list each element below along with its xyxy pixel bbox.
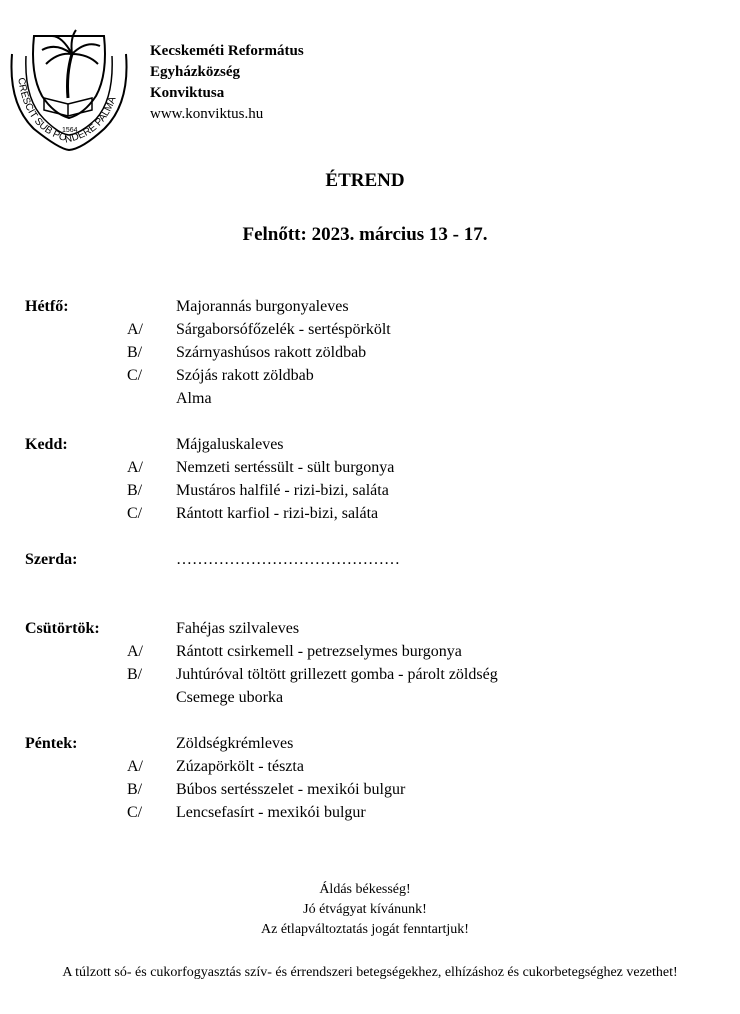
menu-row [0, 617, 740, 640]
weekly-menu [0, 295, 740, 847]
menu-row [0, 318, 740, 341]
dish-name: Májgaluskaleves [176, 436, 284, 453]
disclaimer-text: Az étlapváltoztatás jogát fenntartjuk! [261, 922, 469, 937]
website-link[interactable]: www.konviktus.hu [150, 106, 264, 122]
dish-name: Sárgaborsófőzelék - sertéspörkölt [176, 321, 391, 338]
dish-name: Szójás rakott zöldbab [176, 367, 314, 384]
option-label: C/ [127, 367, 143, 384]
dish-name: Alma [176, 390, 212, 407]
logo-year: 1564 [62, 127, 78, 134]
appetite-text: Jó étvágyat kívánunk! [303, 902, 427, 917]
menu-row [0, 801, 740, 824]
org-name-line3: Konviktusa [150, 85, 225, 101]
dish-name: Rántott csirkemell - petrezselymes burgonya [176, 643, 462, 660]
dish-name: Mustáros halfilé - rizi-bizi, saláta [176, 482, 389, 499]
day-thursday [0, 617, 740, 709]
option-label: B/ [127, 781, 143, 798]
dish-name: Rántott karfiol - rizi-bizi, saláta [176, 505, 379, 522]
option-label: B/ [127, 344, 143, 361]
menu-row [0, 686, 740, 709]
option-label: B/ [127, 482, 143, 499]
dish-name: Nemzeti sertéssült - sült burgonya [176, 459, 395, 476]
day-name: Szerda: [25, 551, 78, 568]
option-label: C/ [127, 505, 143, 522]
option-label: A/ [127, 643, 143, 660]
day-name: Hétfő: [25, 298, 69, 315]
org-name-line1: Kecskeméti Református [150, 43, 304, 59]
day-monday [0, 295, 740, 410]
konviktus-logo-icon [4, 14, 134, 154]
day-tuesday [0, 433, 740, 525]
menu-row [0, 663, 740, 686]
menu-row [0, 778, 740, 801]
menu-row [0, 364, 740, 387]
logo-motto: CRESCIT SUB PONDERE PALMA [15, 76, 119, 146]
menu-row [0, 732, 740, 755]
day-name: Csütörtök: [25, 620, 100, 637]
dish-name: Csemege uborka [176, 689, 284, 706]
day-name: Kedd: [25, 436, 68, 453]
option-label: A/ [127, 459, 143, 476]
option-label: C/ [127, 804, 143, 821]
footer-greetings [0, 880, 730, 940]
organization-block [150, 41, 304, 125]
dish-name: Szárnyashúsos rakott zöldbab [176, 344, 367, 361]
menu-date-range: Felnőtt: 2023. március 13 - 17. [242, 224, 488, 245]
option-label: A/ [127, 321, 143, 338]
dish-name: Zöldségkrémleves [176, 735, 294, 752]
day-wednesday [0, 548, 740, 571]
menu-row [0, 479, 740, 502]
menu-row [0, 502, 740, 525]
dish-name: Búbos sertésszelet - mexikói bulgur [176, 781, 406, 798]
dish-name: Majorannás burgonyaleves [176, 298, 349, 315]
day-friday [0, 732, 740, 824]
menu-row [0, 433, 740, 456]
menu-row [0, 755, 740, 778]
dish-name: Zúzapörkölt - tészta [176, 758, 304, 775]
menu-row [0, 295, 740, 318]
menu-row [0, 548, 740, 571]
menu-row [0, 387, 740, 410]
option-label: A/ [127, 758, 143, 775]
day-name: Péntek: [25, 735, 78, 752]
menu-row [0, 341, 740, 364]
health-warning: A túlzott só- és cukorfogyasztás szív- és érrendszeri betegségekhez, elhízáshoz és cukorbetegséghez vezethet! [62, 965, 678, 980]
page-title: ÉTREND [325, 170, 405, 191]
dish-name: …………………………………… [176, 551, 400, 568]
org-name-line2: Egyházközség [150, 64, 240, 80]
dish-name: Lencsefasírt - mexikói bulgur [176, 804, 366, 821]
dish-name: Fahéjas szilvaleves [176, 620, 300, 637]
blessing-text: Áldás békesség! [319, 882, 411, 897]
dish-name: Juhtúróval töltött grillezett gomba - párolt zöldség [176, 666, 498, 683]
menu-row [0, 456, 740, 479]
menu-row [0, 640, 740, 663]
option-label: B/ [127, 666, 143, 683]
